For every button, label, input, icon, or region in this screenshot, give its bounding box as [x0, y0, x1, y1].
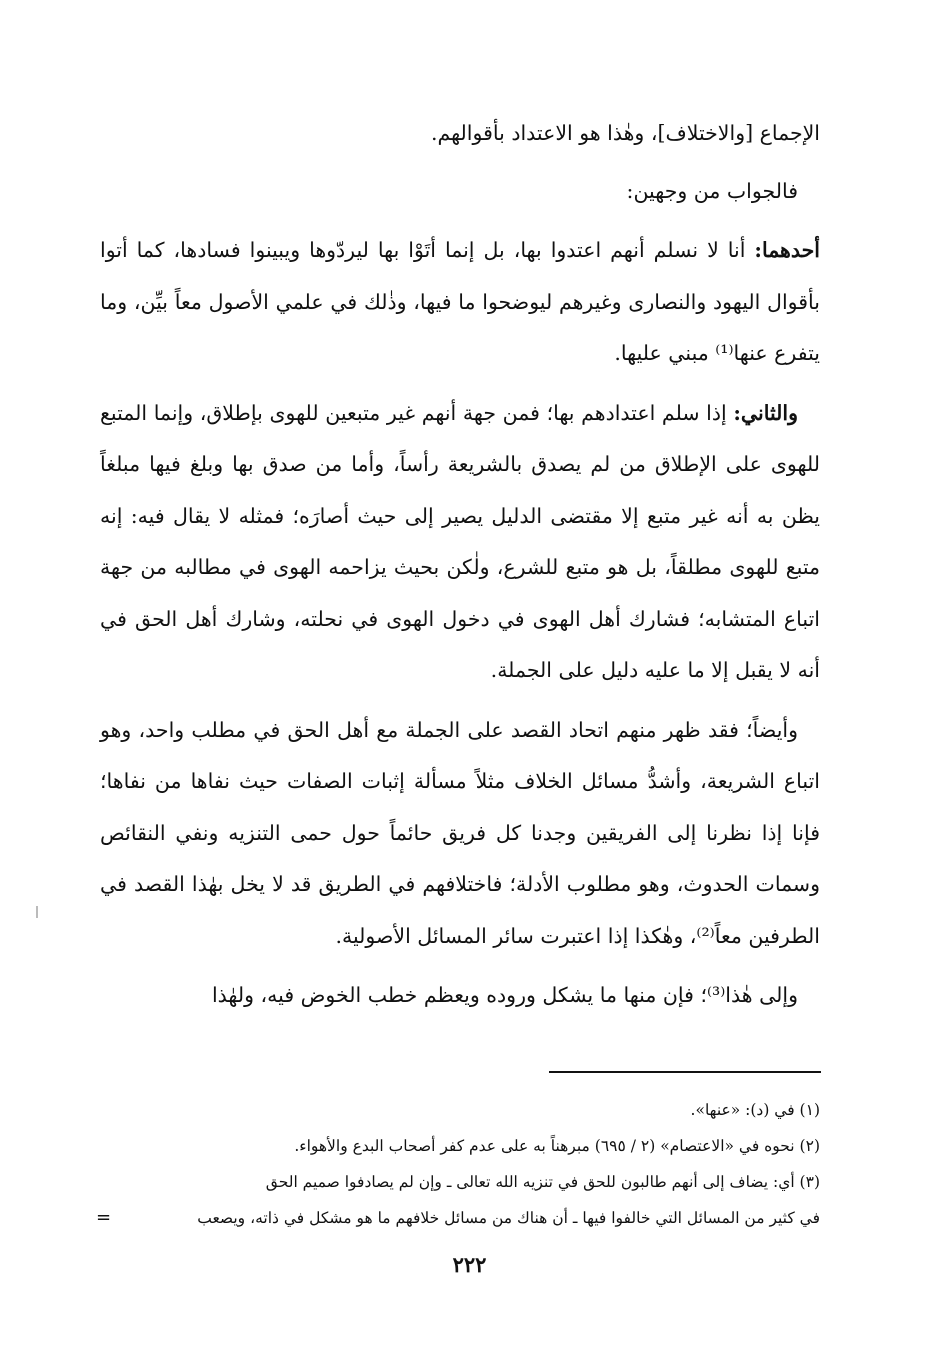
paragraph-text: وأيضاً؛ فقد ظهر منهم اتحاد القصد على الجملة مع أهل الحق في مطلب واحد، وهو اتباع الشريعة، وأشدُّ مسائل الخلاف مثلاً مسألة إثبات الصفات حيث نفاها من نفاها؛ فإنا إذا نظرنا إلى الفريقين وجدنا كل فريق حائماً حول حمى التنزيه ونفي النقائص وسمات الحدوث، وهو مطلوب الأدلة؛ فاختلافهم في الطريق قد لا يخل بهٰذا القصد في الطرفين معاً⁽²⁾، وهٰكذا إذا اعتبرت سائر المسائل الأصولية. — [100, 717, 820, 948]
paragraph — [100, 705, 820, 963]
paragraph-text: أنا لا نسلم أنهم اعتدوا بها، بل إنما أتَوْا بها ليردّوها ويبينوا فسادها، كما أتوا بأقوال اليهود والنصارى وغيرهم ليوضحوا ما فيها، وذٰلك في علمي الأصول معاً بيِّن، وما يتفرع عنها⁽¹⁾ مبني عليها. — [100, 238, 820, 365]
scan-mark — [36, 906, 38, 918]
footnote-divider — [549, 1071, 821, 1073]
paragraph — [100, 166, 820, 218]
paragraph-text: الإجماع [والاختلاف]، وهٰذا هو الاعتداد بأقوالهم. — [430, 121, 820, 145]
footnote: (٣) أي: يضاف إلى أنهم طالبون للحق في تنزيه الله تعالى ـ وإن لم يصادفوا صميم الحق — [265, 1173, 820, 1191]
footnotes — [92, 1092, 820, 1236]
footnote: (٢) نحوه في «الاعتصام» (٢ / ٦٩٥) مبرهناً به على عدم كفر أصحاب البدع والأهواء. — [294, 1137, 820, 1155]
page-number: ٢٢٢ — [452, 1252, 487, 1277]
paragraph — [100, 970, 820, 1022]
paragraph — [100, 388, 820, 697]
continuation-mark: = — [96, 1207, 112, 1228]
footnote-continuation — [92, 1200, 820, 1236]
paragraph-lead: أحدهما: — [754, 238, 820, 262]
main-text — [100, 108, 820, 1030]
paragraph-text: إذا سلم اعتدادهم بها؛ فمن جهة أنهم غير متبعين للهوى بإطلاق، وإنما المتبع للهوى على الإطلاق من لم يصدق بالشريعة رأساً، وأما من صدق بها وبلغ فيها مبلغاً يظن به أنه غير متبع إلا مقتضى الدليل يصير إلى حيث أصارَه؛ فمثله لا يقال فيه: إنه متبع للهوى مطلقاً، بل هو متبع للشرع، ولٰكن بحيث يزاحمه الهوى في مطالبه من جهة اتباع المتشابه؛ فشارك أهل الهوى في دخول الهوى في نحلته، وشارك أهل الحق في أنه لا يقبل إلا ما عليه دليل على الجملة. — [100, 400, 820, 682]
footnote: (١) في (د): «عنها». — [690, 1101, 820, 1119]
paragraph-text: فالجواب من وجهين: — [626, 178, 798, 203]
paragraph-text: وإلى هٰذا⁽³⁾؛ فإن منها ما يشكل وروده ويعظم خطب الخوض فيه، ولهٰذا — [211, 983, 798, 1007]
paragraph — [100, 225, 820, 380]
paragraph-lead: والثاني: — [733, 400, 798, 425]
paragraph — [100, 108, 820, 160]
footnote-text: في كثير من المسائل التي خالفوا فيها ـ أن هناك من مسائل خلافهم ما هو مشكل في ذاته، ويصعب — [197, 1209, 820, 1227]
